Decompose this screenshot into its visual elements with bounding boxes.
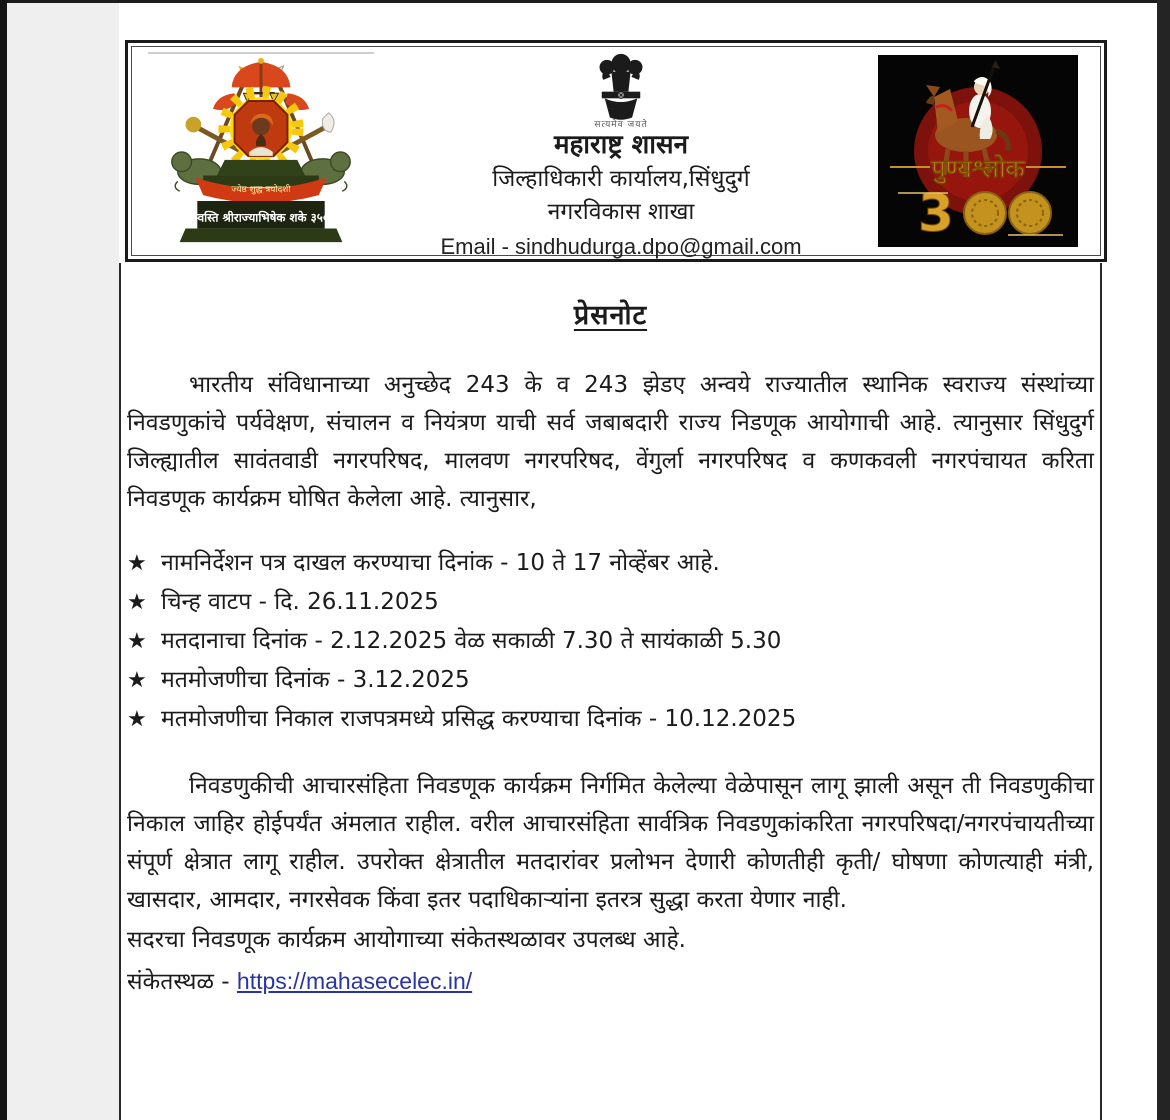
star-bullet-icon: ★ (127, 629, 147, 654)
election-schedule-list (127, 544, 1096, 739)
list-item-text: चिन्ह वाटप - दि. 26.11.2025 (161, 589, 439, 615)
availability-line: सदरचा निवडणूक कार्यक्रम आयोगाच्या संकेतस्थळावर उपलब्ध आहे. (127, 927, 686, 953)
list-item-text: मतमोजणीचा दिनांक - 3.12.2025 (161, 667, 470, 693)
star-bullet-icon: ★ (127, 590, 147, 615)
office-name: जिल्हाधिकारी कार्यालय,सिंधुदुर्ग (492, 165, 750, 192)
punyashlok-title-text: पुण्यश्लोक (931, 154, 1025, 183)
list-item-text: मतमोजणीचा निकाल राजपत्रमध्ये प्रसिद्ध करण्याचा दिनांक - 10.12.2025 (161, 706, 797, 732)
government-name: महाराष्ट्र शासन (553, 129, 689, 160)
press-note-body (119, 263, 1102, 1120)
letterhead-inner-border (131, 46, 1101, 259)
page-left-margin (7, 3, 119, 1120)
star-bullet-icon: ★ (127, 551, 147, 576)
rajmudra-base-text: स्वस्ति श्रीराज्याभिषेक शके ३५० (193, 210, 329, 225)
website-link[interactable]: https://mahasecelec.in/ (236, 968, 473, 994)
scan-edge-right (1157, 0, 1170, 1120)
letterhead-center-block (374, 47, 868, 258)
code-of-conduct-paragraph: निवडणुकीची आचारसंहिता निवडणूक कार्यक्रम निर्गमित केलेल्या वेळेपासून लागू झाली असून ती निवडणुकीचा निकाल जाहिर होईपर्यंत अंमलात राहील. वरील आचारसंहिता सार्वत्रिक निवडणुकांकरिता नगरपरिषदा/नगरपंचायतीच्या संपूर्ण क्षेत्रात लागू राहील. उपरोक्त क्षेत्रातील मतदारांवर प्रलोभन देणारी कोणतीही कृती/ घोषणा कोणत्याही मंत्री, खासदार, आमदार, नगरसेवक किंवा इतर पदाधिकाऱ्यांना इतरत्र सुद्धा करता येणार नाही. (127, 773, 1094, 913)
intro-paragraph: भारतीय संविधानाच्या अनुच्छेद 243 के व 243 झेडए अन्वये राज्यातील स्थानिक स्वराज्य संस्थांच्या निवडणुकांचे पर्यवेक्षण, संचालन व नियंत्रण याची सर्व जबाबदारी राज्य निडणूक आयोगाची आहे. त्यानुसार सिंधुदुर्ग जिल्ह्यातील सावंतवाडी नगरपरिषद, मालवण नगरपरिषद, वेंगुर्ला नगरपरिषद व कणकवली नगरपंचायत करिता निवडणूक कार्यक्रम घोषित केलेला आहे. त्यानुसार, (127, 372, 1094, 512)
ashoka-emblem-icon (584, 47, 658, 123)
punyashlok-300-logo (878, 55, 1078, 247)
website-line (127, 962, 1094, 1002)
star-bullet-icon: ★ (127, 668, 147, 693)
letterhead-box (125, 40, 1107, 262)
star-bullet-icon: ★ (127, 707, 147, 732)
rajmudra-ribbon-text: ज्येष्ठ शुद्ध त्रयोदशी (231, 185, 291, 196)
satyameva-jayate-motto: सत्यमेव जयते (594, 119, 648, 130)
scan-edge-left (0, 0, 7, 1120)
page-title: प्रेसनोट (573, 300, 648, 331)
list-item-text: नामनिर्देशन पत्र दाखल करण्याचा दिनांक - 10 ते 17 नोव्हेंबर आहे. (161, 550, 720, 576)
list-item-polling-date (127, 622, 1096, 661)
branch-name: नगरविकास शाखा (547, 198, 695, 225)
list-item-nomination-dates (127, 544, 1096, 583)
office-email: Email - sindhudurga.dpo@gmail.com (440, 233, 802, 259)
rajmudra-emblem-icon (148, 52, 374, 250)
list-item-symbol-allotment (127, 583, 1096, 622)
scan-edge-top (0, 0, 1170, 3)
punyashlok-number-text: 3 (917, 184, 955, 244)
list-item-gazette-result-date (127, 700, 1096, 739)
list-item-text: मतदानाचा दिनांक - 2.12.2025 वेळ सकाळी 7.30 ते सायंकाळी 5.30 (161, 628, 782, 654)
website-label: संकेतस्थळ - (127, 969, 237, 995)
list-item-counting-date (127, 661, 1096, 700)
